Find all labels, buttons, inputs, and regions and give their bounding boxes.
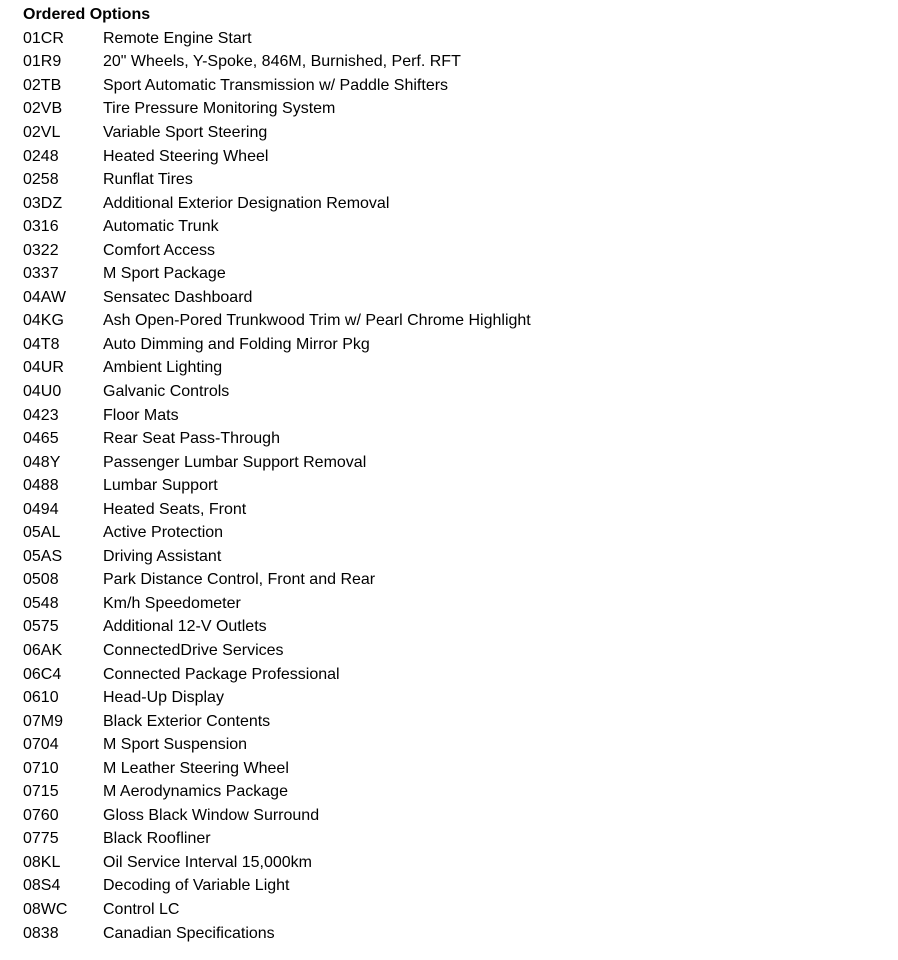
option-description: M Sport Suspension bbox=[103, 736, 248, 754]
option-code: 07M9 bbox=[23, 712, 64, 730]
option-row bbox=[23, 239, 898, 263]
option-code: 0704 bbox=[23, 736, 59, 754]
option-code: 05AL bbox=[23, 524, 61, 542]
option-code: 04U0 bbox=[23, 382, 62, 400]
option-code: 02VL bbox=[23, 123, 61, 141]
option-description: M Sport Package bbox=[103, 265, 226, 283]
option-row bbox=[23, 898, 898, 922]
section-title: Ordered Options bbox=[23, 6, 151, 23]
option-description: Remote Engine Start bbox=[103, 29, 252, 47]
option-row bbox=[23, 545, 898, 569]
option-code: 04AW bbox=[23, 288, 66, 306]
option-description: Ambient Lighting bbox=[103, 359, 223, 377]
option-description: 20" Wheels, Y-Spoke, 846M, Burnished, Perf. RFT bbox=[103, 53, 461, 71]
option-row bbox=[23, 451, 898, 475]
option-code: 02TB bbox=[23, 76, 62, 94]
option-description: Passenger Lumbar Support Removal bbox=[103, 453, 367, 471]
option-code: 06AK bbox=[23, 641, 63, 659]
option-description: Heated Seats, Front bbox=[103, 500, 247, 518]
option-row bbox=[23, 51, 898, 75]
option-code: 04T8 bbox=[23, 335, 60, 353]
option-code: 0508 bbox=[23, 571, 59, 589]
options-list bbox=[23, 27, 898, 945]
option-description: Additional 12-V Outlets bbox=[103, 618, 267, 636]
option-description: Black Exterior Contents bbox=[103, 712, 271, 730]
option-description: Lumbar Support bbox=[103, 477, 218, 495]
option-code: 0575 bbox=[23, 618, 59, 636]
option-row bbox=[23, 74, 898, 98]
option-code: 0488 bbox=[23, 477, 59, 495]
option-code: 08S4 bbox=[23, 877, 61, 895]
option-code: 0715 bbox=[23, 783, 59, 801]
option-description: Gloss Black Window Surround bbox=[103, 806, 320, 824]
option-description: ConnectedDrive Services bbox=[103, 641, 284, 659]
option-row bbox=[23, 639, 898, 663]
option-code: 06C4 bbox=[23, 665, 62, 683]
option-description: Canadian Specifications bbox=[103, 924, 275, 942]
option-code: 02VB bbox=[23, 100, 63, 118]
option-row bbox=[23, 168, 898, 192]
option-row bbox=[23, 474, 898, 498]
option-code: 01CR bbox=[23, 29, 64, 47]
option-row bbox=[23, 781, 898, 805]
option-description: M Aerodynamics Package bbox=[103, 783, 288, 801]
option-row bbox=[23, 521, 898, 545]
option-description: M Leather Steering Wheel bbox=[103, 759, 289, 777]
option-description: Active Protection bbox=[103, 524, 224, 542]
option-description: Variable Sport Steering bbox=[103, 123, 268, 141]
option-row bbox=[23, 262, 898, 286]
option-code: 0465 bbox=[23, 430, 59, 448]
option-code: 0610 bbox=[23, 689, 59, 707]
option-row bbox=[23, 286, 898, 310]
option-row bbox=[23, 851, 898, 875]
option-description: Heated Steering Wheel bbox=[103, 147, 269, 165]
option-row bbox=[23, 404, 898, 428]
option-description: Ash Open-Pored Trunkwood Trim w/ Pearl Chrome Highlight bbox=[103, 312, 531, 330]
option-description: Additional Exterior Designation Removal bbox=[103, 194, 390, 212]
option-description: Comfort Access bbox=[103, 241, 216, 259]
option-row bbox=[23, 333, 898, 357]
option-description: Sensatec Dashboard bbox=[103, 288, 253, 306]
option-row bbox=[23, 616, 898, 640]
option-row bbox=[23, 569, 898, 593]
option-description: Km/h Speedometer bbox=[103, 594, 241, 612]
option-code: 0423 bbox=[23, 406, 59, 424]
option-description: Galvanic Controls bbox=[103, 382, 230, 400]
option-description: Park Distance Control, Front and Rear bbox=[103, 571, 376, 589]
option-code: 01R9 bbox=[23, 53, 62, 71]
option-code: 0248 bbox=[23, 147, 59, 165]
option-code: 0494 bbox=[23, 500, 59, 518]
option-description: Black Roofliner bbox=[103, 830, 211, 848]
option-code: 0838 bbox=[23, 924, 59, 942]
option-description: Floor Mats bbox=[103, 406, 179, 424]
option-row bbox=[23, 686, 898, 710]
option-row bbox=[23, 498, 898, 522]
option-row bbox=[23, 922, 898, 946]
option-description: Runflat Tires bbox=[103, 171, 193, 189]
option-row bbox=[23, 310, 898, 334]
option-code: 08KL bbox=[23, 853, 61, 871]
option-code: 0548 bbox=[23, 594, 59, 612]
option-row bbox=[23, 380, 898, 404]
option-row bbox=[23, 757, 898, 781]
option-description: Oil Service Interval 15,000km bbox=[103, 853, 312, 871]
option-row bbox=[23, 27, 898, 51]
option-code: 08WC bbox=[23, 901, 68, 918]
option-code: 0760 bbox=[23, 806, 59, 824]
option-row bbox=[23, 98, 898, 122]
option-description: Connected Package Professional bbox=[103, 665, 340, 683]
option-description: Head-Up Display bbox=[103, 689, 224, 707]
option-code: 05AS bbox=[23, 547, 63, 565]
option-code: 04UR bbox=[23, 359, 64, 377]
option-row bbox=[23, 733, 898, 757]
option-row bbox=[23, 875, 898, 899]
option-code: 0337 bbox=[23, 265, 59, 283]
option-row bbox=[23, 145, 898, 169]
option-description: Driving Assistant bbox=[103, 547, 222, 565]
option-code: 0710 bbox=[23, 759, 59, 777]
option-code: 03DZ bbox=[23, 194, 63, 212]
option-code: 0775 bbox=[23, 830, 59, 848]
option-row bbox=[23, 828, 898, 852]
option-description: Sport Automatic Transmission w/ Paddle Shifters bbox=[103, 76, 449, 94]
option-description: Auto Dimming and Folding Mirror Pkg bbox=[103, 335, 370, 353]
option-row bbox=[23, 804, 898, 828]
option-code: 0258 bbox=[23, 171, 59, 189]
option-row bbox=[23, 357, 898, 381]
option-description: Automatic Trunk bbox=[103, 218, 219, 236]
option-code: 04KG bbox=[23, 312, 64, 330]
option-description: Control LC bbox=[103, 901, 180, 918]
option-row bbox=[23, 427, 898, 451]
option-row bbox=[23, 121, 898, 145]
option-row bbox=[23, 592, 898, 616]
option-row bbox=[23, 663, 898, 687]
option-code: 0316 bbox=[23, 218, 59, 236]
option-row bbox=[23, 215, 898, 239]
option-description: Rear Seat Pass-Through bbox=[103, 430, 280, 448]
option-row bbox=[23, 192, 898, 216]
option-code: 0322 bbox=[23, 241, 59, 259]
option-description: Decoding of Variable Light bbox=[103, 877, 290, 895]
option-description: Tire Pressure Monitoring System bbox=[103, 100, 336, 118]
option-row bbox=[23, 710, 898, 734]
option-code: 048Y bbox=[23, 453, 61, 471]
